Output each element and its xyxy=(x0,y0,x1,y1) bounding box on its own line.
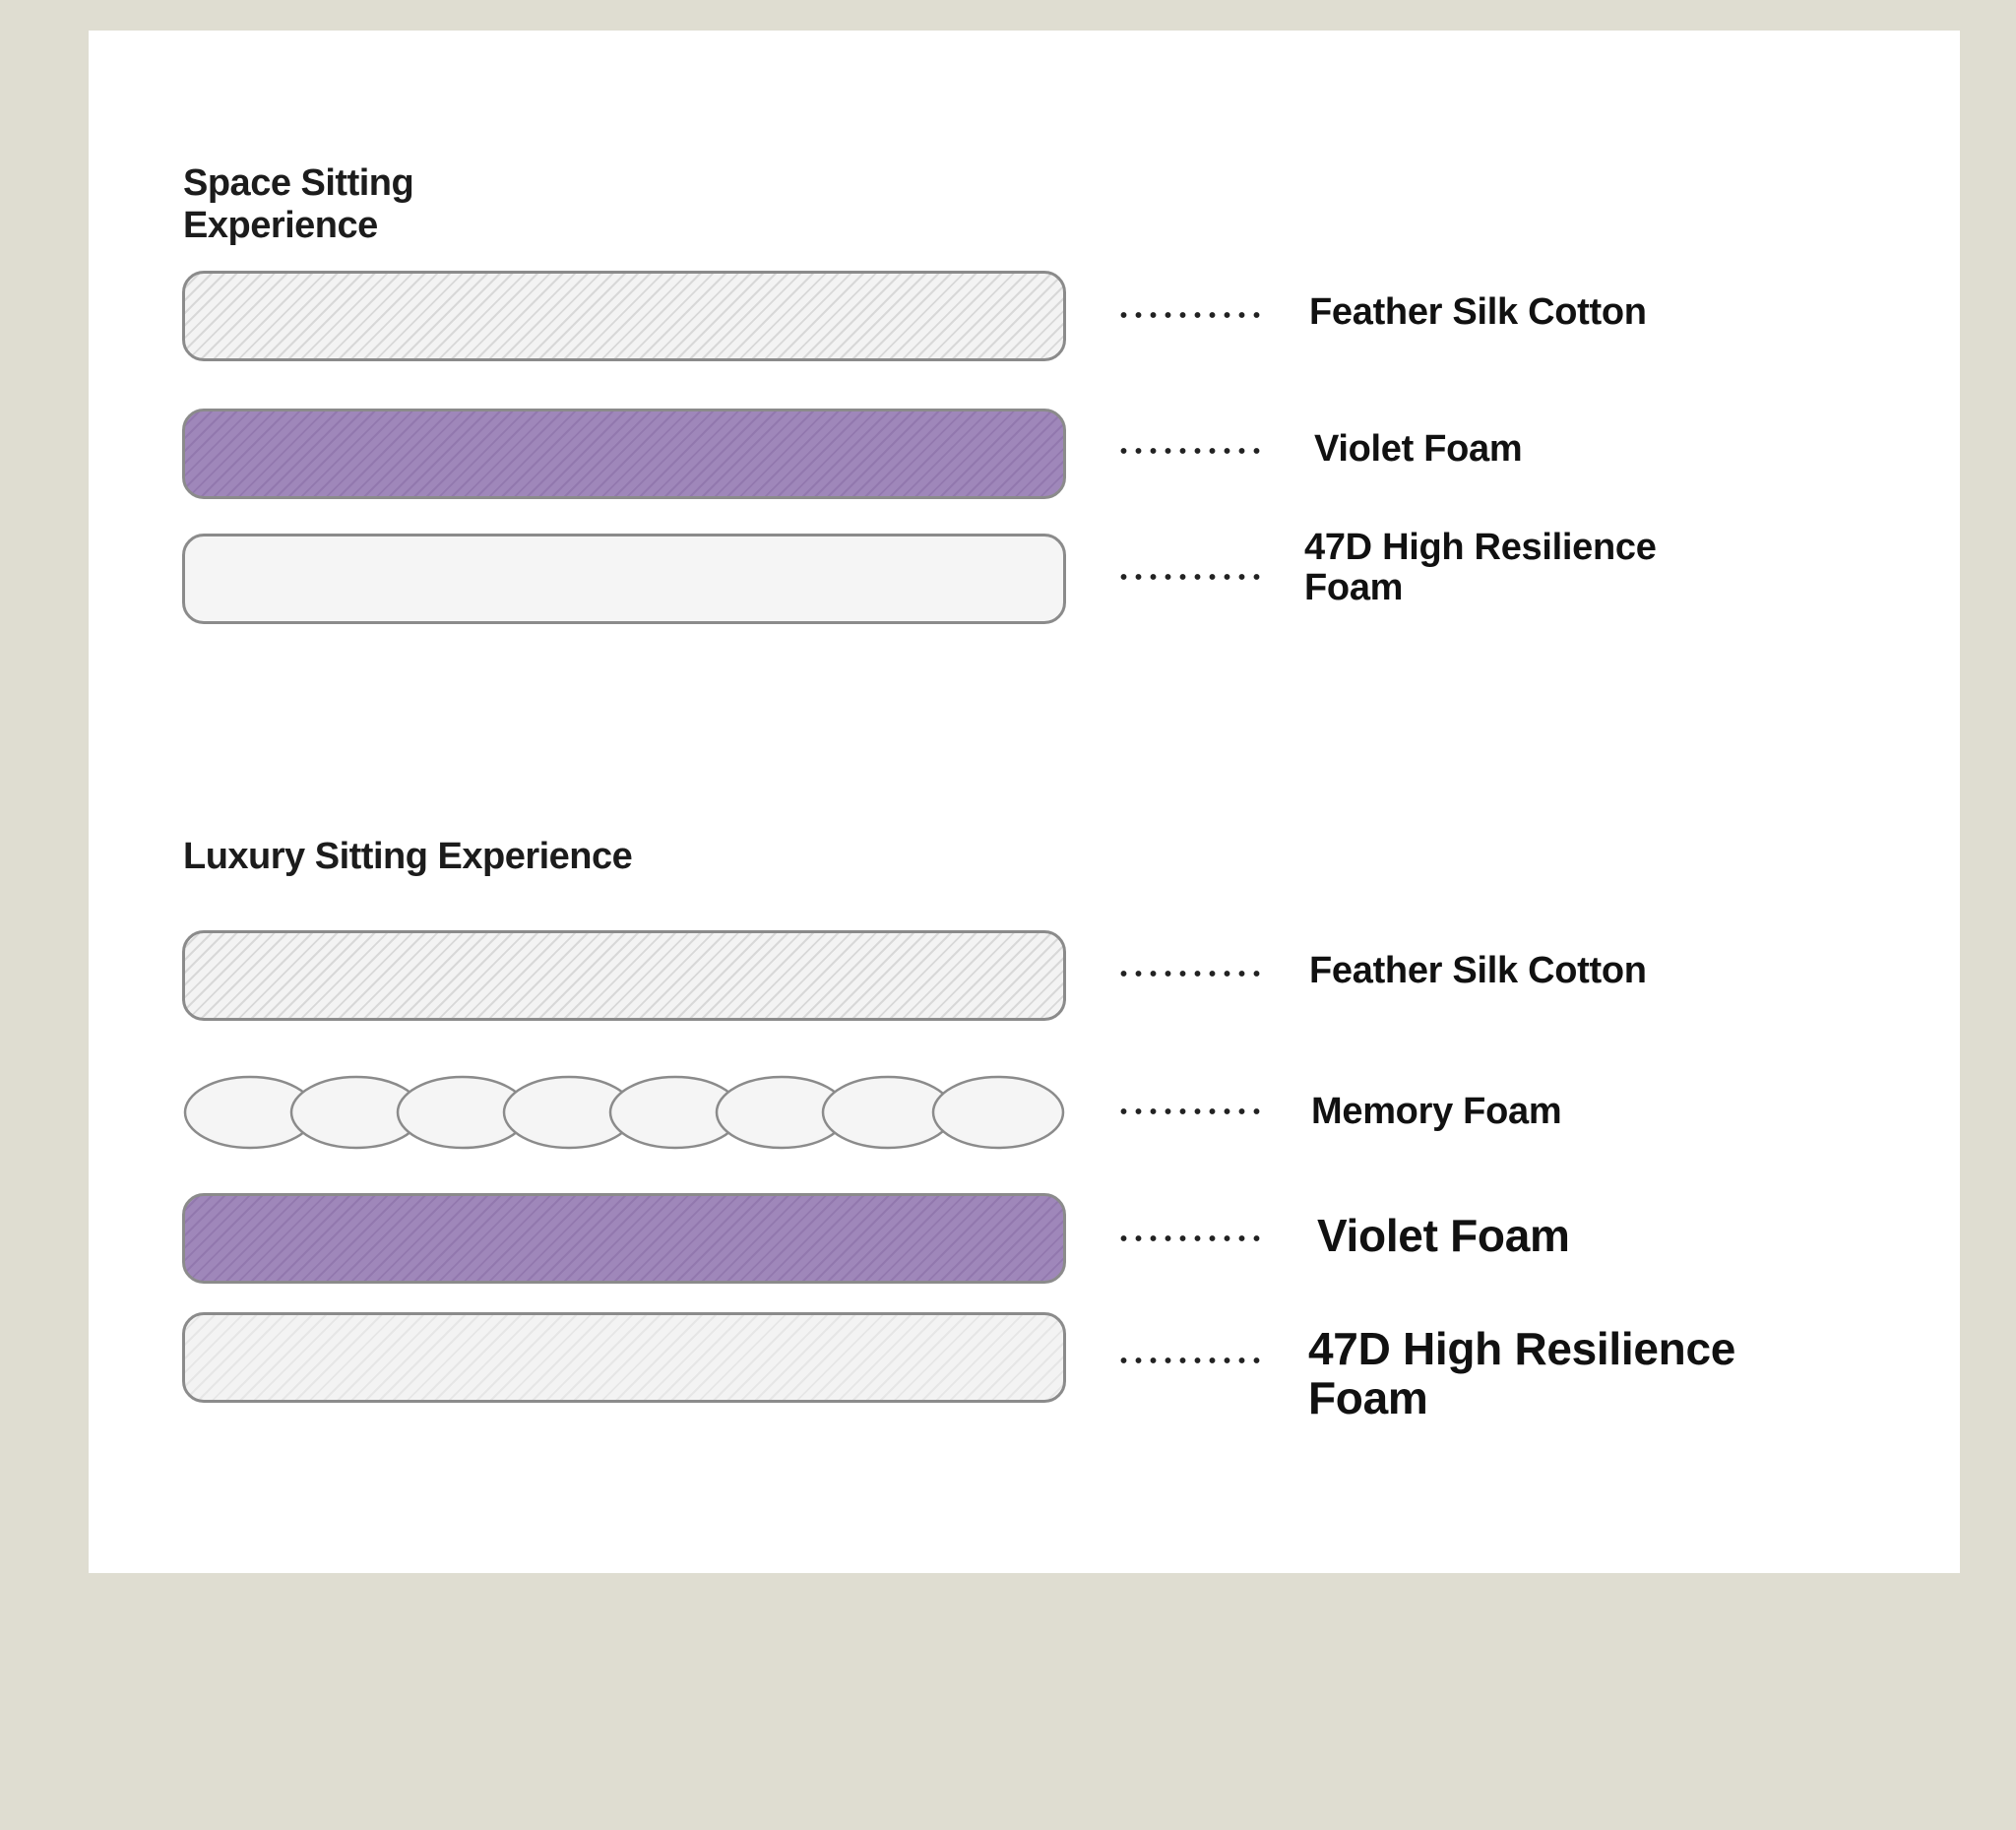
leader-dots xyxy=(1116,574,1264,580)
layer-label: 47D High Resilience Foam xyxy=(1308,1323,1736,1423)
layer-label: Feather Silk Cotton xyxy=(1309,950,1647,991)
layer-high-resilience-foam xyxy=(182,534,1066,624)
section-title-space: Space Sitting Experience xyxy=(183,162,414,246)
layer-label: Violet Foam xyxy=(1314,428,1523,470)
layer-label: Violet Foam xyxy=(1317,1210,1570,1261)
leader-dots xyxy=(1116,1108,1264,1114)
layer-violet-foam xyxy=(182,409,1066,499)
section-title-luxury: Luxury Sitting Experience xyxy=(183,836,633,877)
layer-high-resilience-foam xyxy=(182,1312,1066,1403)
layer-feather-silk-cotton xyxy=(182,271,1066,361)
memory-foam-cell xyxy=(933,1077,1063,1148)
leader-dots xyxy=(1116,448,1264,454)
leader-dots xyxy=(1116,1235,1264,1241)
layer-label: Memory Foam xyxy=(1311,1091,1562,1132)
layer-memory-foam xyxy=(182,1074,1066,1151)
layer-diagram-card xyxy=(89,31,1960,1573)
leader-dots xyxy=(1116,1357,1264,1363)
layer-label: 47D High Resilience Foam xyxy=(1304,527,1657,609)
leader-dots xyxy=(1116,312,1264,318)
layer-violet-foam xyxy=(182,1193,1066,1284)
layer-feather-silk-cotton xyxy=(182,930,1066,1021)
layer-label: Feather Silk Cotton xyxy=(1309,291,1647,333)
leader-dots xyxy=(1116,971,1264,977)
